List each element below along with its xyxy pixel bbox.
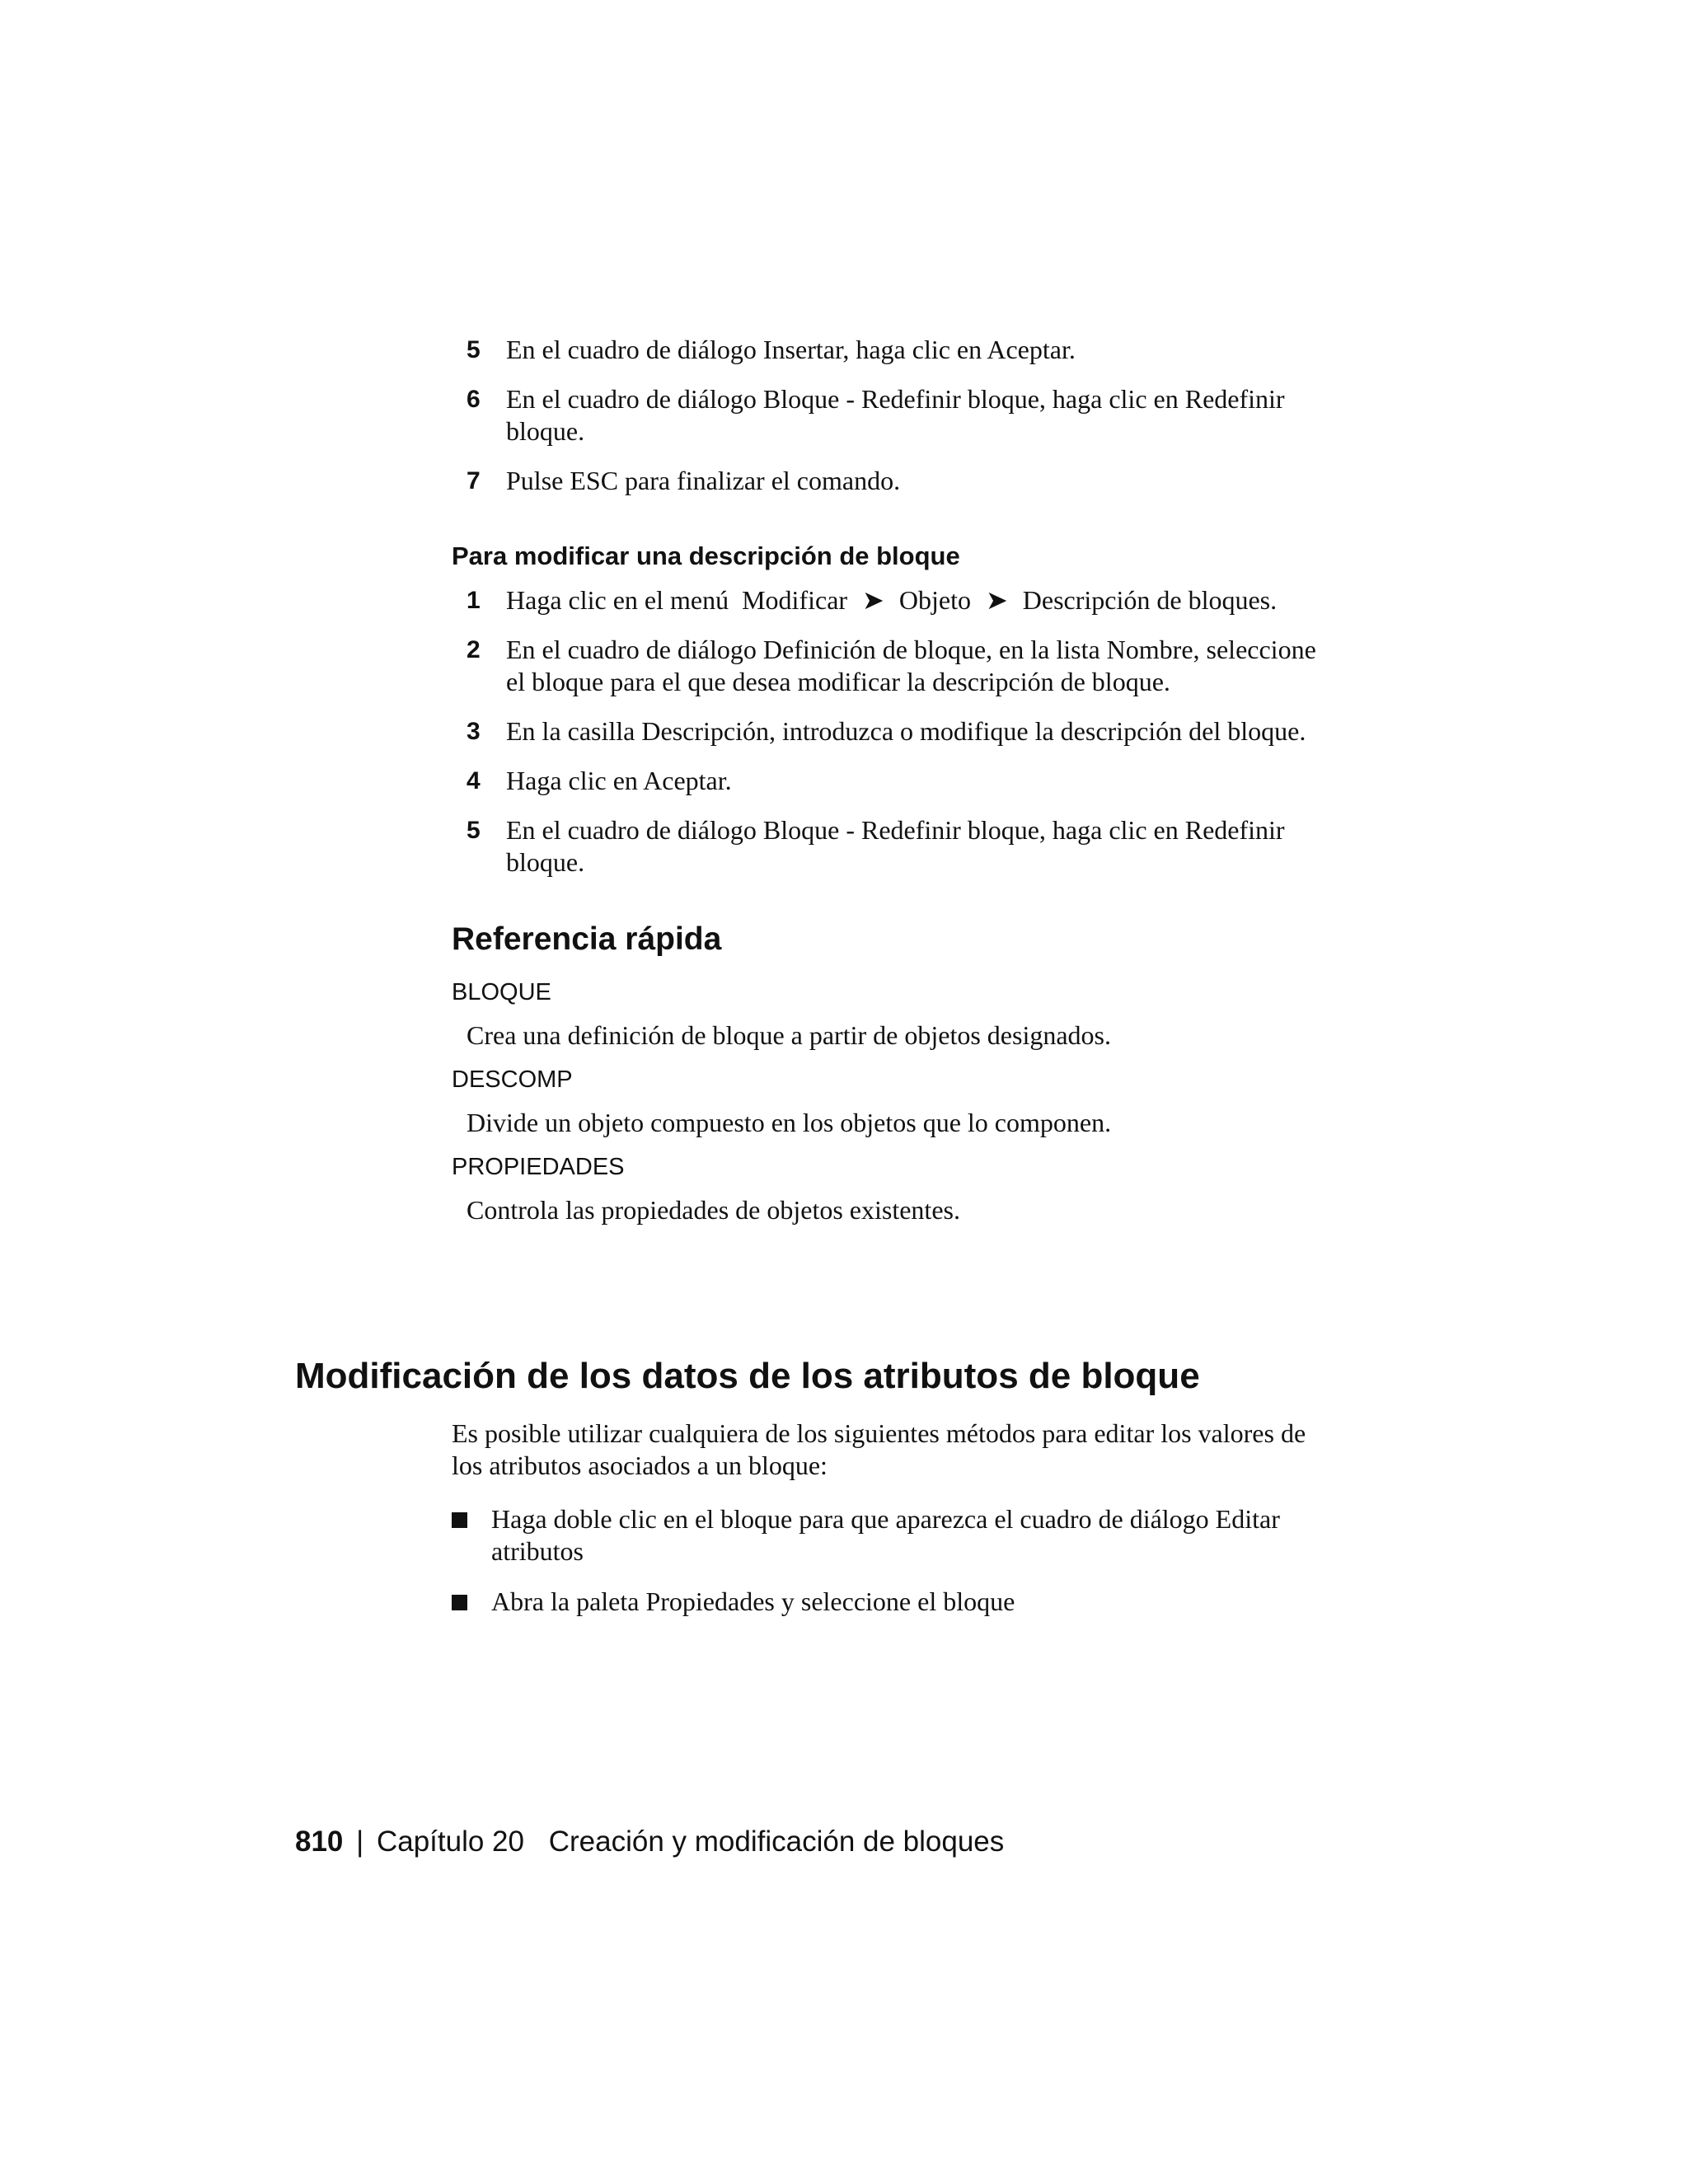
- command-description: Divide un objeto compuesto en los objetos que lo componen.: [467, 1108, 1112, 1137]
- step-number: 3: [467, 718, 481, 745]
- step-item: [452, 715, 1335, 748]
- step-item: [452, 465, 1335, 497]
- step-number: 6: [467, 386, 481, 413]
- menu-path-item: Modificar: [742, 585, 848, 615]
- step-text: En el cuadro de diálogo Insertar, haga clic en Aceptar.: [506, 335, 1076, 364]
- chapter-label: Capítulo 20: [376, 1825, 524, 1858]
- page-footer: [295, 1824, 1004, 1860]
- step-number: 5: [467, 817, 481, 844]
- step-text: En la casilla Descripción, introduzca o modifique la descripción del bloque.: [506, 716, 1306, 746]
- step-item: [452, 634, 1335, 698]
- command-name: DESCOMP: [452, 1066, 573, 1093]
- step-item: [452, 765, 1335, 797]
- step-item: [452, 334, 1335, 366]
- step-text-prefix: Haga clic en el menú: [506, 585, 729, 615]
- command-name: BLOQUE: [452, 979, 551, 1005]
- step-number: 4: [467, 767, 481, 794]
- step-text: En el cuadro de diálogo Bloque - Redefinir bloque, haga clic en Redefinir bloque.: [506, 384, 1285, 446]
- step-number: 1: [467, 587, 481, 614]
- menu-path-item: Objeto: [898, 585, 971, 615]
- procedure-heading: Para modificar una descripción de bloque: [452, 541, 960, 570]
- bullet-text: Haga doble clic en el bloque para que aparezca el cuadro de diálogo Editar atributos: [491, 1504, 1280, 1566]
- command-description: Crea una definición de bloque a partir de objetos designados.: [467, 1020, 1111, 1050]
- section-content: [452, 1418, 1335, 1636]
- quick-reference-list: [452, 976, 1335, 1226]
- chapter-title: Creación y modificación de bloques: [548, 1825, 1005, 1858]
- bullet-list: [452, 1503, 1335, 1618]
- step-item: [452, 814, 1335, 879]
- bullet-item: [452, 1503, 1335, 1568]
- square-bullet-icon: [452, 1512, 467, 1528]
- menu-path-item: Descripción de bloques.: [1022, 585, 1278, 615]
- step-number: 7: [467, 467, 481, 494]
- menu-arrow-icon: ➤: [862, 585, 884, 615]
- square-bullet-icon: [452, 1595, 467, 1610]
- quick-reference-heading: Referencia rápida: [452, 921, 722, 957]
- menu-arrow-icon: ➤: [985, 585, 1008, 615]
- page-number: 810: [295, 1825, 344, 1858]
- command-name: PROPIEDADES: [452, 1154, 625, 1180]
- step-text: En el cuadro de diálogo Definición de bloque, en la lista Nombre, seleccione el bloque para el que desea modificar la descripción de bloque.: [506, 635, 1316, 696]
- step-item: [452, 383, 1335, 448]
- steps-list-continued: [452, 334, 1335, 497]
- command-description: Controla las propiedades de objetos existentes.: [467, 1195, 960, 1225]
- section-title: Modificación de los datos de los atributos de bloque: [295, 1356, 1200, 1396]
- step-text: Haga clic en Aceptar.: [506, 766, 732, 795]
- footer-separator: |: [356, 1825, 364, 1858]
- procedure-steps-list: [452, 584, 1335, 879]
- section-intro: Es posible utilizar cualquiera de los siguientes métodos para editar los valores de los atributos asociados a un bloque:: [452, 1418, 1306, 1480]
- step-text: Pulse ESC para finalizar el comando.: [506, 466, 901, 495]
- step-number: 2: [467, 636, 481, 663]
- step-text: En el cuadro de diálogo Bloque - Redefinir bloque, haga clic en Redefinir bloque.: [506, 815, 1285, 877]
- page-content: [452, 334, 1335, 1238]
- step-item: [452, 584, 1335, 616]
- bullet-item: [452, 1586, 1335, 1618]
- bullet-text: Abra la paleta Propiedades y seleccione el bloque: [491, 1586, 1015, 1616]
- step-number: 5: [467, 336, 481, 363]
